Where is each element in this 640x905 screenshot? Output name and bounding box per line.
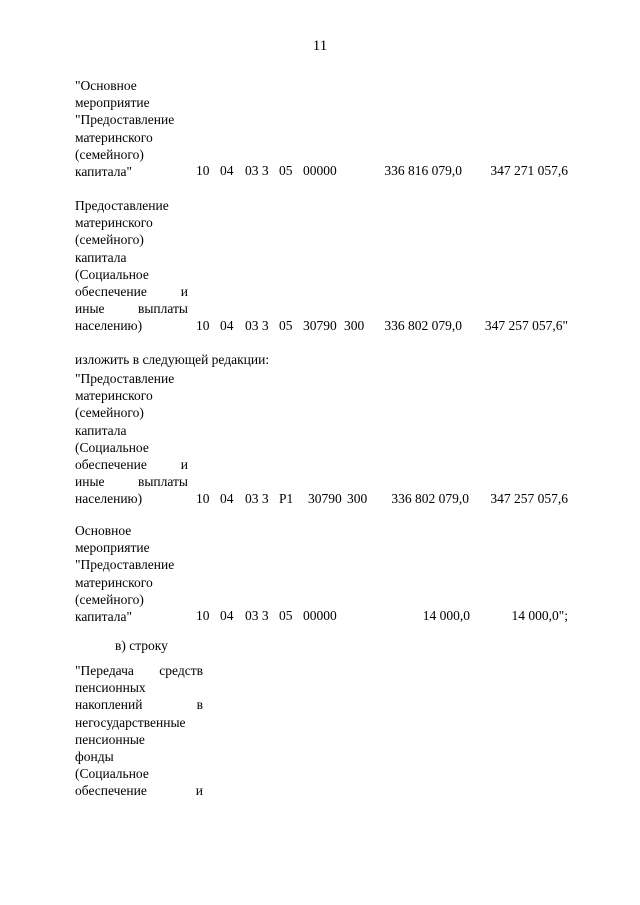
label-word: средств (159, 663, 203, 678)
entry-1-csr-code: 00000 (303, 163, 337, 178)
entry-2-csr-program: 03 3 (245, 318, 269, 333)
label-line: (Социальное (75, 766, 149, 782)
label-line: пенсионных (75, 680, 146, 696)
label-line (75, 473, 188, 490)
label-word: выплаты (137, 474, 188, 490)
label-line: населению) (75, 491, 143, 507)
entry-4-csr-code: 00000 (303, 608, 337, 623)
label-word: и (195, 783, 203, 799)
entry-2-csr-code: 30790 (303, 318, 337, 333)
label-line: "Предоставление (75, 557, 175, 573)
entry-1-rz: 10 (196, 163, 210, 178)
label-line: населению) (75, 318, 143, 334)
label-line: материнского (75, 574, 153, 590)
entry-2-csr-measure: 05 (279, 318, 293, 333)
page-number: 11 (312, 38, 328, 54)
label-line (75, 782, 203, 799)
entry-1-label (75, 77, 188, 180)
entry-4-rz: 10 (196, 608, 210, 623)
label-line (75, 300, 188, 317)
entry-3-label (75, 370, 188, 508)
label-line: (семейного) (75, 232, 144, 248)
label-line (75, 696, 203, 713)
entry-4-csr-measure: 05 (279, 608, 293, 623)
label-word: выплаты (137, 301, 188, 317)
label-line: материнского (75, 388, 153, 404)
entry-4-sum-1: 14 000,0 (422, 608, 470, 623)
label-line: пенсионные (75, 731, 145, 747)
label-line: мероприятие (75, 540, 150, 556)
entry-4-label (75, 522, 188, 625)
entry-2-sum-1: 336 802 079,0 (384, 318, 462, 333)
label-line: "Предоставление (75, 112, 175, 128)
entry-1-csr-program: 03 3 (245, 163, 269, 178)
label-line: (Социальное (75, 439, 149, 455)
entry-2-rz: 10 (196, 318, 210, 333)
label-word: обеспечение (75, 457, 147, 473)
label-line (75, 283, 188, 300)
label-line: (Социальное (75, 266, 149, 282)
label-line: "Предоставление (75, 371, 175, 386)
entry-1-sum-2: 347 271 057,6 (490, 163, 568, 178)
entry-1-pr: 04 (220, 163, 234, 178)
label-line: негосударственные (75, 714, 186, 730)
entry-1-sum-1: 336 816 079,0 (384, 163, 462, 178)
entry-4-pr: 04 (220, 608, 234, 623)
entry-3-sum-1: 336 802 079,0 (391, 491, 469, 506)
label-line: "Основное (75, 78, 137, 93)
entry-3-pr: 04 (220, 491, 234, 506)
label-word: "Передача (75, 663, 134, 678)
entry-3-vr: 300 (347, 491, 368, 506)
label-line (75, 662, 203, 679)
label-line (75, 456, 188, 473)
entry-2-pr: 04 (220, 318, 234, 333)
entry-1-csr-measure: 05 (279, 163, 293, 178)
entry-3-csr-measure: P1 (279, 491, 294, 506)
entry-4-sum-2: 14 000,0"; (511, 608, 568, 623)
entry-3-csr-code: 30790 (308, 491, 342, 506)
label-word: в (196, 697, 203, 713)
label-word: обеспечение (75, 783, 147, 799)
entry-2-sum-2: 347 257 057,6" (484, 318, 568, 333)
label-line: (семейного) (75, 146, 144, 162)
label-word: иные (75, 474, 105, 490)
label-word: иные (75, 301, 105, 317)
label-line: Основное (75, 523, 132, 538)
label-word: и (180, 457, 188, 473)
entry-2-label (75, 197, 188, 335)
label-word: накоплений (75, 697, 143, 713)
entry-3-csr-program: 03 3 (245, 491, 269, 506)
entry-4-csr-program: 03 3 (245, 608, 269, 623)
label-word: и (180, 284, 188, 300)
entry-5-label (75, 662, 203, 800)
label-line: капитала" (75, 609, 133, 625)
label-line: Предоставление (75, 198, 169, 213)
label-line: (семейного) (75, 405, 144, 421)
label-line: материнского (75, 129, 153, 145)
label-line: (семейного) (75, 591, 144, 607)
entry-3-sum-2: 347 257 057,6 (490, 491, 568, 506)
replace-instruction: изложить в следующей редакции: (75, 352, 270, 367)
label-line: фонды (75, 749, 114, 765)
label-line: мероприятие (75, 95, 150, 111)
entry-2-vr: 300 (344, 318, 365, 333)
item-v-heading: в) строку (115, 638, 168, 653)
label-word: обеспечение (75, 284, 147, 300)
entry-3-rz: 10 (196, 491, 210, 506)
label-line: капитала (75, 422, 127, 438)
label-line: капитала (75, 249, 127, 265)
label-line: материнского (75, 215, 153, 231)
label-line: капитала" (75, 164, 133, 180)
